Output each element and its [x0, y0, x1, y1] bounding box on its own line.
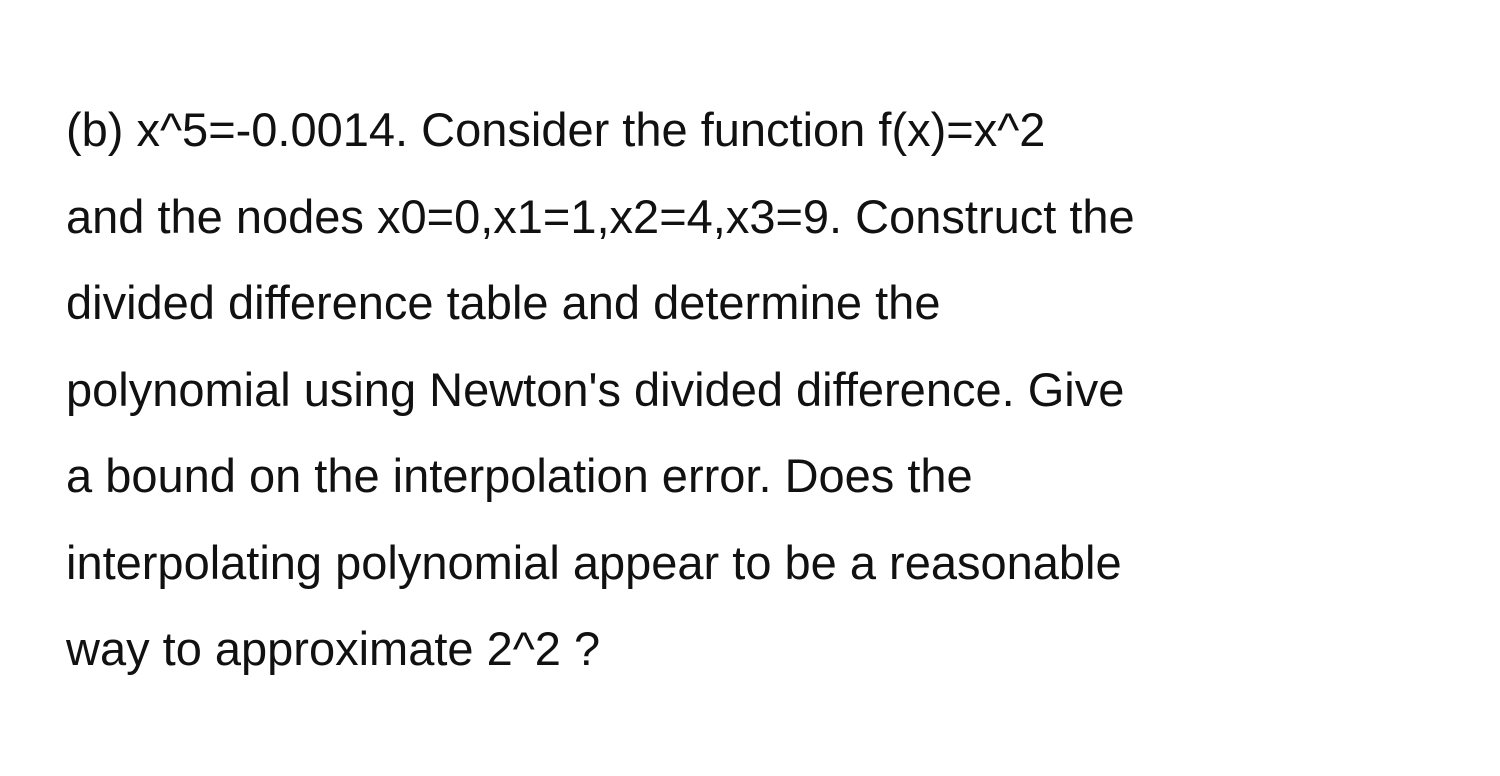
question-line-1: (b) x^5=-0.0014. Consider the function f(x)=x^2 [66, 103, 1046, 156]
question-text [66, 87, 1456, 693]
question-line-3: divided difference table and determine the [66, 276, 941, 329]
question-line-2: and the nodes x0=0,x1=1,x2=4,x3=9. Construct the [66, 189, 1135, 243]
question-line-7: way to approximate 2^2 ? [66, 622, 601, 675]
question-line-6: interpolating polynomial appear to be a reasonable [66, 535, 1122, 589]
question-line-4: polynomial using Newton's divided difference. Give [66, 362, 1125, 416]
question-line-5: a bound on the interpolation error. Does the [66, 449, 973, 502]
